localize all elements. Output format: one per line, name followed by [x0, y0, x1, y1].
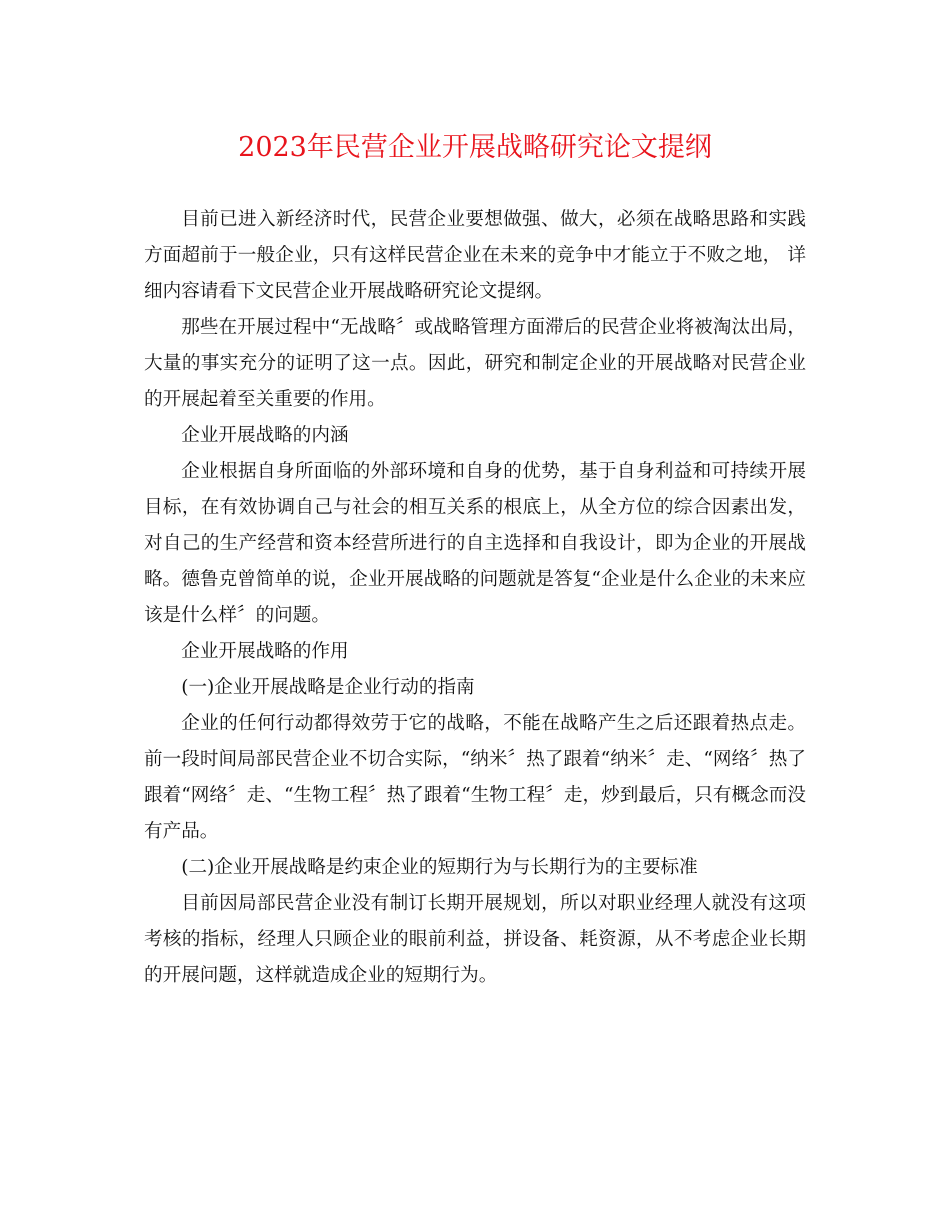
section-heading-connotation: 企业开展战略的内涵 [181, 425, 349, 446]
paragraph-connotation: 企业根据自身所面临的外部环境和自身的优势，基于自身利益和可持续开展目标，在有效协调自己与社会的相互关系的根底上，从全方位的综合因素出发，对自己的生产经营和资本经营所进行的自主选择和自我设计，即为企业的开展战略。德鲁克曾简单的说，企业开展战略的问题就是答复“企业是什么企业的未来应该是什么样〞的问题。 [144, 461, 806, 626]
document-body [144, 202, 806, 994]
section-heading-role: 企业开展战略的作用 [181, 641, 349, 662]
document-title: 2023年民营企业开展战略研究论文提纲 [238, 132, 712, 163]
paragraph-intro: 目前已进入新经济时代，民营企业要想做强、做大，必须在战略思路和实践方面超前于一般企业，只有这样民营企业在未来的竞争中才能立于不败之地， 详细内容请看下文民营企业开展战略研究论文提纲。 [144, 209, 806, 302]
paragraph-importance: 那些在开展过程中“无战略〞或战略管理方面滞后的民营企业将被淘汰出局，大量的事实充分的证明了这一点。因此，研究和制定企业的开展战略对民营企业的开展起着至关重要的作用。 [144, 317, 806, 410]
paragraph-standard: 目前因局部民营企业没有制订长期开展规划，所以对职业经理人就没有这项考核的指标，经理人只顾企业的眼前利益，拼设备、耗资源，从不考虑企业长期的开展问题，这样就造成企业的短期行为。 [144, 893, 806, 986]
paragraph-guide: 企业的任何行动都得效劳于它的战略，不能在战略产生之后还跟着热点走。前一段时间局部民营企业不切合实际，“纳米〞热了跟着“纳米〞走、“网络〞热了跟着“网络〞走、“生物工程〞热了跟着“生物工程〞走，炒到最后，只有概念而没有产品。 [144, 713, 806, 842]
subheading-guide: (一)企业开展战略是企业行动的指南 [181, 677, 475, 698]
subheading-standard: (二)企业开展战略是约束企业的短期行为与长期行为的主要标准 [181, 857, 698, 878]
